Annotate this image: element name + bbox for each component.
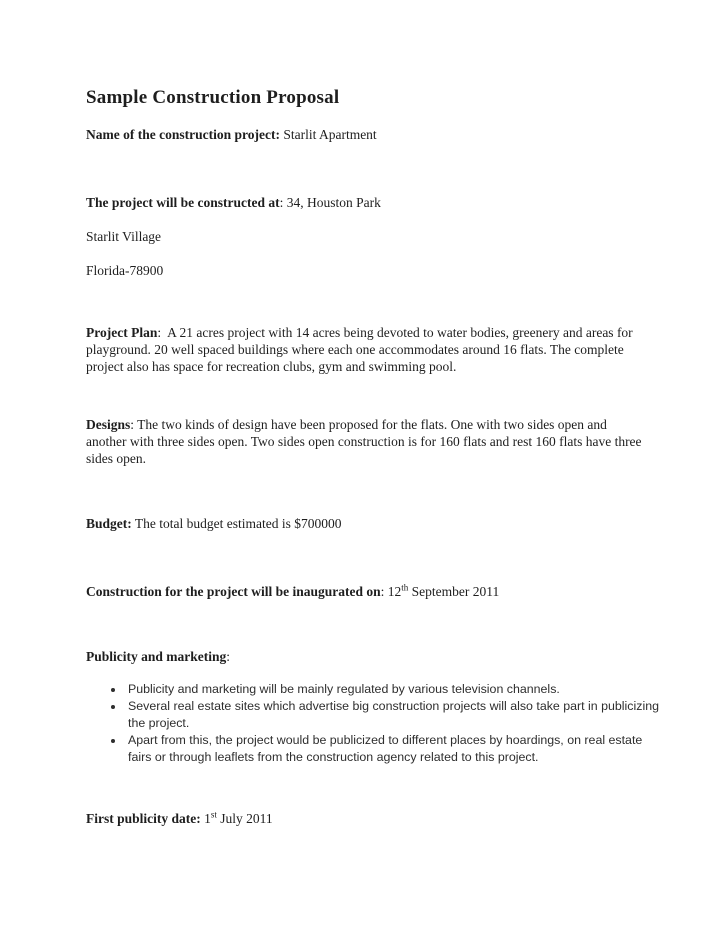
publicity-bullet-item: • Apart from this, the project would be publicized to different places by hoardings, on real estate fairs or through leaflets from the construction agency related to this project. bbox=[125, 732, 662, 766]
budget-label: Budget: bbox=[86, 516, 132, 531]
project-name-value: Starlit Apartment bbox=[279, 127, 377, 142]
publicity-label: Publicity and marketing bbox=[86, 649, 227, 664]
project-plan-label: Project Plan bbox=[86, 325, 158, 340]
document-title: Sample Construction Proposal bbox=[86, 87, 340, 108]
inauguration-ordinal: th bbox=[401, 582, 409, 593]
project-plan-value: : A 21 acres project with 14 acres being devoted to water bodies, greenery and areas for playground. 20 well spaced buildings where each one accommodates around 16 flats. The complete project also has space for recreation clubs, gym and swimming pool. bbox=[86, 325, 637, 374]
publicity-bullet-item: • Several real estate sites which advertise big construction projects will also take part in publicizing the project. bbox=[125, 698, 662, 732]
inauguration-field bbox=[86, 583, 648, 600]
publicity-heading bbox=[86, 648, 648, 665]
location-value: : 34, Houston Park bbox=[279, 195, 381, 210]
publicity-bullet-list bbox=[86, 681, 662, 766]
project-plan-paragraph bbox=[86, 324, 648, 375]
location-line-2: Starlit Village bbox=[86, 229, 162, 244]
budget-field bbox=[86, 515, 648, 532]
designs-label: Designs bbox=[86, 417, 131, 432]
publicity-bullet-item: • Publicity and marketing will be mainly regulated by various television channels. bbox=[125, 681, 662, 698]
location-label: The project will be constructed at bbox=[86, 195, 280, 210]
designs-paragraph bbox=[86, 416, 648, 467]
first-publicity-value-suffix: July 2011 bbox=[216, 811, 273, 826]
location-line-3: Florida-78900 bbox=[86, 263, 164, 278]
project-name-field bbox=[86, 126, 648, 143]
first-publicity-value-prefix: 1 bbox=[200, 811, 211, 826]
budget-value: The total budget estimated is $700000 bbox=[131, 516, 342, 531]
inauguration-label: Construction for the project will be inaugurated on bbox=[86, 584, 381, 599]
project-name-label: Name of the construction project: bbox=[86, 127, 280, 142]
location-field bbox=[86, 194, 648, 211]
first-publicity-ordinal: st bbox=[210, 809, 217, 820]
first-publicity-label: First publicity date: bbox=[86, 811, 201, 826]
inauguration-value-prefix: : 12 bbox=[380, 584, 402, 599]
inauguration-value-suffix: September 2011 bbox=[408, 584, 500, 599]
publicity-colon: : bbox=[226, 649, 231, 664]
first-publicity-field bbox=[86, 810, 648, 827]
designs-value: : The two kinds of design have been proposed for the flats. One with two sides open and another with three sides open. Two sides open construction is for 160 flats and rest 160 flats have three sides open. bbox=[86, 417, 645, 466]
